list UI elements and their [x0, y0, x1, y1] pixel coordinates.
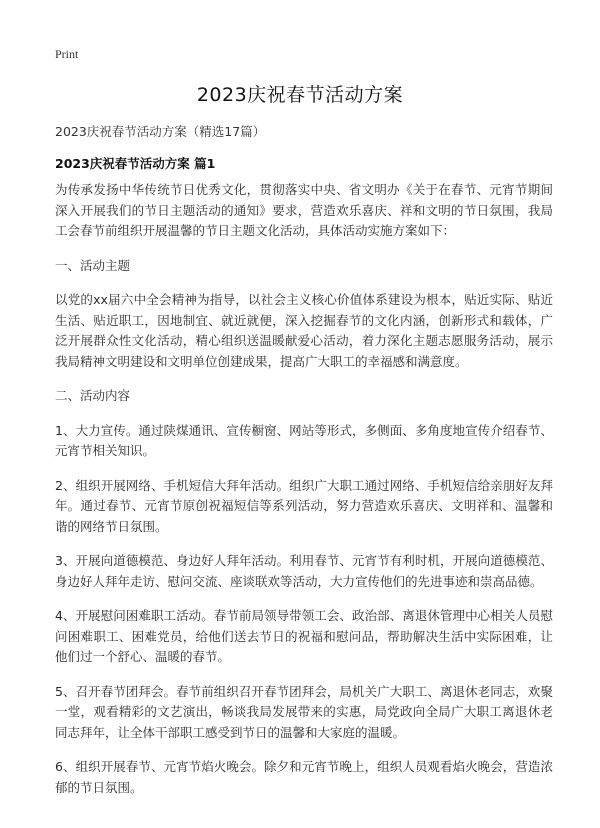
- document-body: [55, 180, 553, 812]
- section-heading-theme: 一、活动主题: [55, 257, 131, 273]
- list-item: 2、组织开展网络、手机短信大拜年活动。组织广大职工通过网络、手机短信给亲朋好友拜年。通过春节、元宵节原创祝福短信等系列活动，努力营造欢乐喜庆、文明祥和、温馨和谐的网络节日氛围。: [55, 477, 553, 534]
- intro-paragraph: 为传承发扬中华传统节日优秀文化，贯彻落实中央、省文明办《关于在春节、元宵节期间深入开展我们的节日主题活动的通知》要求，营造欢乐喜庆、祥和文明的节日氛围，我局工会春节前组织开展温馨的节日主题文化活动，具体活动实施方案如下：: [55, 182, 553, 238]
- list-item: 4、开展慰问困难职工活动。春节前局领导带领工会、政治部、离退休管理中心相关人员慰问困难职工、困难党员，给他们送去节日的祝福和慰问品，帮助解决生活中实际困难，让他们过一个舒心、温暖的春节。: [55, 608, 553, 664]
- theme-paragraph: 以党的xx届六中全会精神为指导，以社会主义核心价值体系建设为根本，贴近实际、贴近生活、贴近职工，因地制宜、就近就便，深入挖掘春节的文化内涵，创新形式和载体，广泛开展群众性文化活动，精心组织送温暖献爱心活动，着力深化主题志愿服务活动，展示我局精神文明建设和文明单位创建成果，提高广大职工的幸福感和满意度。: [55, 292, 553, 369]
- document-subtitle: 2023庆祝春节活动方案（精选17篇）: [55, 124, 266, 139]
- list-item: 3、开展向道德模范、身边好人拜年活动。利用春节、元宵节有利时机，开展向道德模范、身边好人拜年走访、慰问交流、座谈联欢等活动，大力宣传他们的先进事迹和崇高品德。: [55, 553, 553, 589]
- list-item: 1、大力宣传。通过陕煤通讯、宣传橱窗、网站等形式，多侧面、多角度地宣传介绍春节、元宵节相关知识。: [55, 422, 553, 458]
- section-heading: 2023庆祝春节活动方案 篇1: [55, 156, 216, 171]
- document-title: 2023庆祝春节活动方案: [196, 84, 404, 106]
- list-item: 6、组织开展春节、元宵节焰火晚会。除夕和元宵节晚上，组织人员观看焰火晚会，营造浓郁的节日氛围。: [55, 759, 553, 795]
- section-heading-content: 二、活动内容: [55, 388, 131, 403]
- print-link[interactable]: Print: [55, 47, 79, 61]
- list-item: 5、召开春节团拜会。春节前组织召开春节团拜会，局机关广大职工、离退休老同志，欢聚一堂，观看精彩的文艺演出，畅谈我局发展带来的实惠，局党政向全局广大职工离退休老同志拜年，让全体干部职工感受到节日的温馨和大家庭的温暖。: [55, 683, 553, 740]
